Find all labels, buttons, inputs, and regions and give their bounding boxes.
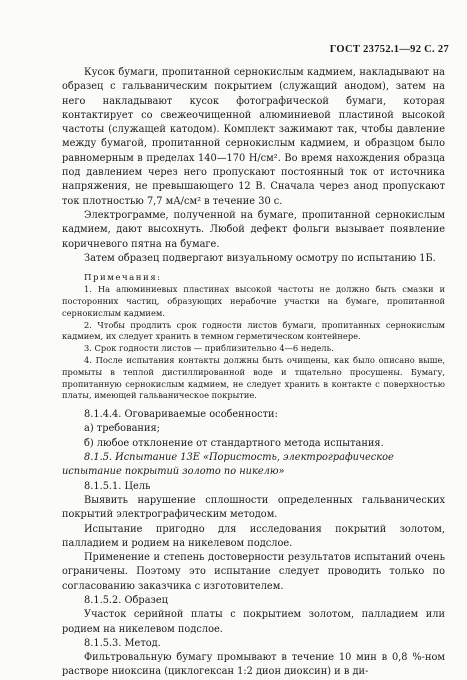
- paragraph-2: Электрограмме, полученной на бумаге, пропитанной сернокислым кадмием, дают высохнуть. Любой дефект фольги вызывает появление коричневого пятна на бумаге.: [62, 209, 445, 250]
- section-8144-a: а) требования;: [84, 423, 160, 435]
- page-header: ГОСТ 23752.1—92 С. 27: [329, 44, 449, 55]
- note-1: 1. На алюминиевых пластинах высокой частоты не должно быть смазки и посторонних частиц, образующих нерабочие участки на бумаге, пропитанной сернокислым кадмием.: [62, 284, 445, 318]
- section-8153-heading: 8.1.5.3. Метод.: [84, 637, 161, 649]
- document-body: [62, 66, 445, 680]
- notes-title: Примечания:: [84, 273, 162, 284]
- section-8152-heading: 8.1.5.2. Образец: [84, 594, 168, 606]
- section-8144: 8.1.4.4. Оговариваемые особенности:: [84, 409, 278, 421]
- note-3: 3. Срок годности листов — приблизительно 4—6 недель.: [84, 343, 334, 354]
- section-8153-text: Фильтровальную бумагу промывают в течение 10 мин в 0,8 %-ном растворе ниоксина (циклогексан 1:2 дион диоксин) и в ди-: [62, 652, 445, 678]
- paragraph-3: Затем образец подвергают визуальному осмотру по испытанию 1Б.: [84, 252, 436, 264]
- section-8144-b: б) любое отклонение от стандартного метода испытания.: [84, 437, 384, 449]
- section-8151-text2: Испытание пригодно для исследования покрытий золотом, палладием и родием на никелевом подслое.: [62, 523, 445, 549]
- section-8151-text: Выявить нарушение сплошности определенных гальванических покрытий электрографическим методом.: [62, 494, 445, 521]
- section-8151-text3: Применение и степень достоверности результатов испытаний очень ограничены. Поэтому это испытание следует проводить только по согласованию заказчика с изготовителем.: [62, 552, 445, 592]
- section-8151-heading: 8.1.5.1. Цель: [84, 480, 151, 492]
- note-4: 4. После испытания контакты должны быть очищены, как было описано выше, промыты в теплой дистиллированной воде и тщательно просушены. Бумагу, пропитанную сернокислым кадмием, не следует хранить в контакте с поверхностью платы, имеющей гальваническое покрытие.: [62, 354, 445, 401]
- section-8152-text: Участок серийной платы с покрытием золотом, палладием или родием на никелевом подслое.: [62, 609, 445, 635]
- section-815-heading: 8.1.5. Испытание 13Е «Пористость, электрографическое испытание покрытий золото по никелю»: [62, 452, 394, 478]
- note-2: 2. Чтобы продлить срок годности листов бумаги, пропитанных сернокислым кадмием, их следует хранить в темном герметическом контейнере.: [62, 319, 445, 342]
- paragraph-1: Кусок бумаги, пропитанной сернокислым кадмием, накладывают на образец с гальваническим покрытием (служащий анодом), затем на него накладывают кусок фотографической бумаги, которая контактирует со свежеочищенной алюминиевой пластиной высокой частоты (служащей катодом). Комплект зажимают так, чтобы давление между бумагой, пропитанной сернокислым кадмием, и образцом было равномерным в пределах 140—170 Н/см². Во время нахождения образца под давлением через него пропускают постоянный ток от источника напряжения, не превышающего 12 В. Сначала через анод пропускают ток плотностью 7,7 мА/см² в течение 30 с.: [62, 67, 445, 207]
